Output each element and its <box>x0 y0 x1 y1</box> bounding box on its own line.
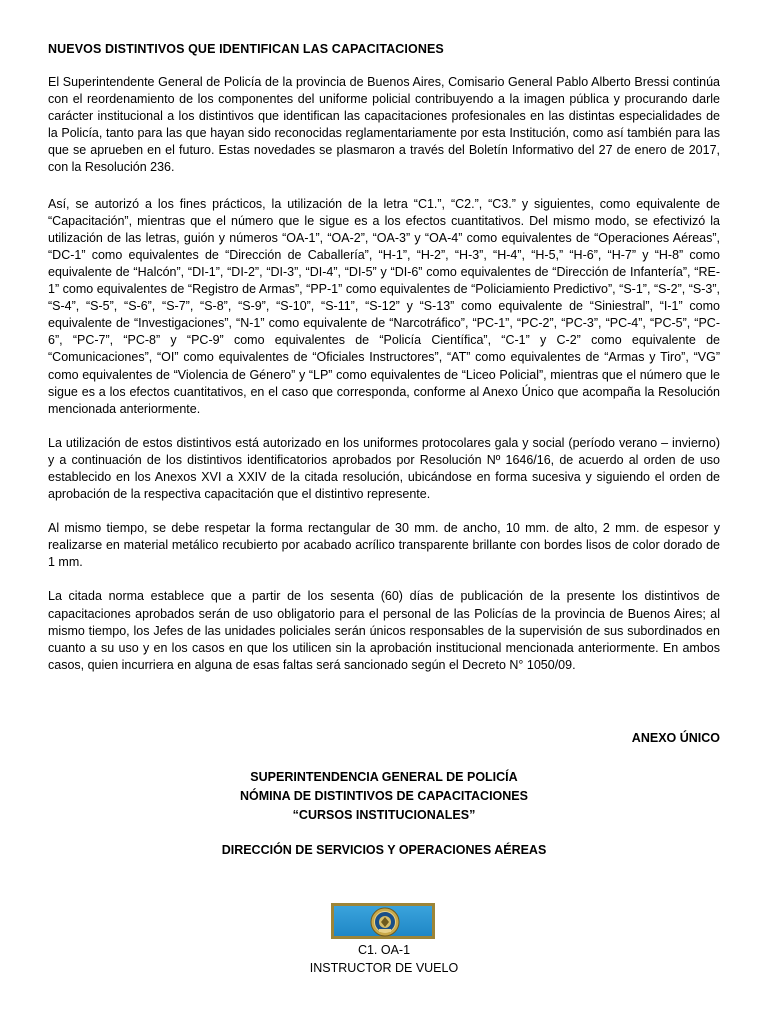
section-heading: DIRECCIÓN DE SERVICIOS Y OPERACIONES AÉREAS <box>221 842 547 857</box>
badge-code: C1. OA-1 <box>357 943 411 957</box>
annex-heading-line: NÓMINA DE DISTINTIVOS DE CAPACITACIONES <box>240 788 528 803</box>
badge-plate <box>331 903 435 939</box>
paragraph: La utilización de estos distintivos está autorizado en los uniformes protocolares gala y social (período verano – invierno) y a continuación de los distintivos identificatorios aprobados por Resolución Nº 1646/16, de acuerdo al orden de uso establecido en los Anexos XVI a XXIV de la citada resolución, ubicándose en forma sucesiva y siguiendo el orden de aprobación de la respectiva capacitación que el distintivo represente. <box>48 435 720 502</box>
annex-heading-line: SUPERINTENDENCIA GENERAL DE POLICÍA <box>250 769 518 784</box>
police-crest-icon <box>370 907 400 937</box>
capacitation-badge <box>331 903 435 939</box>
badge-name: INSTRUCTOR DE VUELO <box>309 961 459 975</box>
annex-heading-line: “CURSOS INSTITUCIONALES” <box>292 807 476 822</box>
paragraph: Al mismo tiempo, se debe respetar la forma rectangular de 30 mm. de ancho, 10 mm. de alto, 2 mm. de espesor y realizarse en material metálico recubierto por acabado acrílico transparente brillante con bordes lisos de color dorado de 1 mm. <box>48 521 720 570</box>
annex-label: ANEXO ÚNICO <box>631 730 720 745</box>
annex-heading <box>48 768 720 825</box>
document-title: NUEVOS DISTINTIVOS QUE IDENTIFICAN LAS CAPACITACIONES <box>48 42 444 56</box>
paragraph: La citada norma establece que a partir de los sesenta (60) días de publicación de la presente los distintivos de capacitaciones aprobados serán de uso obligatorio para el personal de las Policías de la provincia de Buenos Aires; al mismo tiempo, los Jefes de las unidades policiales serán únicos responsables de la supervisión de sus subordinados en cuanto a su uso y en los casos en que los utilicen sin la aprobación institucional mencionada anteriormente. En ambos casos, quien incurriera en alguna de esas faltas será sancionado según el Decreto N° 1050/09. <box>48 589 720 672</box>
paragraph: El Superintendente General de Policía de la provincia de Buenos Aires, Comisario General Pablo Alberto Bressi continúa con el reordenamiento de los componentes del uniforme policial contribuyendo a la imagen pública y procurando darle carácter institucional a los distintivos que identifican las capacitaciones profesionales en las distintas especialidades de la Policía, tanto para las que hayan sido reconocidas reglamentariamente por esta Institución, como así también para las que se aprueben en el futuro. Estas novedades se plasmaron a través del Boletín Informativo del 27 de enero de 2017, con la Resolución 236. <box>48 75 720 175</box>
paragraph: Así, se autorizó a los fines prácticos, la utilización de la letra “C1.”, “C2.”, “C3.” y siguientes, como equivalente de “Capacitación”, mientras que el número que le sigue es a los efectos cuantitativos. Del mismo modo, se efectivizó la utilización de las letras, guión y números “OA-1”, “OA-2”, “OA-3” y “OA-4” como equivalentes de “Operaciones Aéreas”, “DC-1” como equivalentes de “Dirección de Caballería”, “H-1”, “H-2”, “H-3”, “H-4”, “H-5,” “H-6”, “H-7” y “H-8” como equivalente de “Halcón”, “DI-1”, “DI-2”, “DI-3”, “DI-4”, “DI-5” y “DI-6” como equivalentes de “Dirección de Infantería”, “RE-1” como equivalentes de “Registro de Armas”, “PP-1” como equivalentes de “Policiamiento Predictivo”, “S-1”, “S-2”, “S-3”, “S-4”, “S-5”, “S-6”, “S-7”, “S-8”, “S-9”, “S-10”, “S-11”, “S-12” y “S-13” como equivalente de “Siniestral”, “I-1” como equivalente de “Investigaciones”, “N-1” como equivalente de “Narcotráfico”, “PC-1”, “PC-2”, “PC-3”, “PC-4”, “PC-5”, “PC-6”, “PC-7”, “PC-8” y “PC-9” como equivalentes de “Policía Científica”, “C-1” y C-2” como equivalente de “Comunicaciones”, “OI” como equivalentes de “Oficiales Instructores”, “AT” como equivalentes de “Armas y Tiro”, “VG” como equivalentes de “Violencia de Género” y “LP” como equivalentes de “Liceo Policial”, mientras que el número que le sigue es a los efectos cuantitativos, en el caso que corresponda, conforme al Anexo Único que acompaña la Resolución mencionada anteriormente. <box>48 196 720 416</box>
